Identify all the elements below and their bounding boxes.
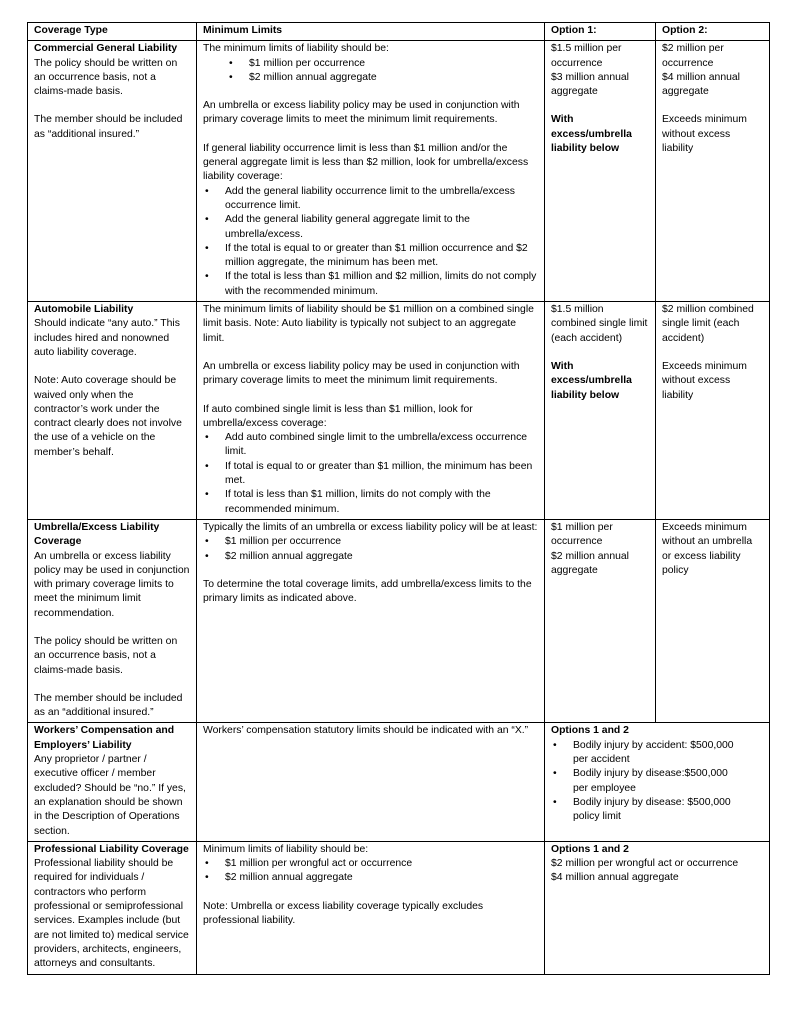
table-row — [28, 841, 770, 974]
list-item: • Add the general liability general aggregate limit to the umbrella/excess. — [203, 213, 538, 242]
limits-paragraph: An umbrella or excess liability policy may be used in conjunction with primary coverage limits to meet the minimum limit requirements. — [203, 100, 520, 126]
row-desc: Any proprietor / partner / executive officer / member excluded? Should be “no.” If yes, an explanation should be shown in the Description of Operations section. — [34, 754, 186, 837]
list-item: • If the total is equal to or greater than $1 million occurrence and $2 million aggregate, the minimum has been met. — [203, 242, 538, 271]
list-item: • Bodily injury by disease: $500,000 policy limit — [551, 796, 741, 825]
coverage-type-cell — [28, 723, 197, 841]
option-value: $4 million annual aggregate — [551, 872, 679, 884]
row-desc: Note: Auto coverage should be waived only when the contractor’s work under the contract clearly does not involve the use of a vehicle on the member’s behalf. — [34, 375, 182, 458]
limits-paragraph: If general liability occurrence limit is less than $1 million and/or the general aggregate limit is less than $2 million, look for umbrella/excess liability coverage: — [203, 142, 529, 183]
list-item: • $1 million per wrongful act or occurrence — [203, 857, 538, 871]
option-note: Exceeds minimum without excess liability — [662, 114, 747, 155]
option-2-cell — [656, 519, 770, 723]
header-coverage-type: Coverage Type — [28, 23, 197, 41]
limits-list — [203, 57, 538, 86]
list-item: • If total is equal to or greater than $1 million, the minimum has been met. — [203, 460, 538, 489]
row-title: Automobile Liability — [34, 304, 134, 316]
coverage-type-cell — [28, 41, 197, 302]
option-value: $3 million annual aggregate — [551, 71, 629, 98]
row-desc: Professional liability should be required for individuals / contractors who perform professional or semiprofessional services. Examples include (but are not limited to) medical service providers, architects, engineers, attorneys and consultants. — [34, 858, 189, 970]
option-1-cell — [545, 302, 656, 520]
option-note: Exceeds minimum without excess liability — [662, 360, 747, 401]
limits-intro: Workers’ compensation statutory limits should be indicated with an “X.” — [203, 725, 529, 737]
options-cell — [545, 841, 770, 974]
header-option-2: Option 2: — [656, 23, 770, 41]
list-item: • $2 million annual aggregate — [203, 71, 538, 85]
option-value: $2 million per occurrence — [662, 43, 724, 69]
header-row — [28, 23, 770, 41]
list-item: • Bodily injury by accident: $500,000 per accident — [551, 739, 741, 768]
limits-list — [203, 857, 538, 886]
row-title: Commercial General Liability — [34, 43, 178, 55]
option-1-cell — [545, 519, 656, 723]
limits-paragraph: If auto combined single limit is less than $1 million, look for umbrella/excess coverage: — [203, 403, 473, 429]
option-2-cell — [656, 302, 770, 520]
option-2-cell — [656, 41, 770, 302]
list-item: • $1 million per occurrence — [203, 535, 538, 549]
row-desc: Should indicate “any auto.” This includes hired and nonowned auto liability coverage. — [34, 318, 180, 358]
limits-list — [203, 535, 538, 564]
limits-intro: Minimum limits of liability should be: — [203, 843, 369, 855]
row-desc: An umbrella or excess liability policy may be used in conjunction with primary coverage limits to meet the minimum limit recommendation. — [34, 550, 190, 619]
header-option-1: Option 1: — [545, 23, 656, 41]
limits-paragraph: To determine the total coverage limits, add umbrella/excess limits to the primary limits as indicated above. — [203, 578, 532, 605]
coverage-table — [27, 22, 770, 975]
list-item: • Add the general liability occurrence limit to the umbrella/excess occurrence limit. — [203, 185, 538, 214]
steps-list — [203, 185, 538, 299]
minimum-limits-cell — [197, 723, 545, 841]
row-desc: The member should be included as “additional insured.” — [34, 114, 183, 140]
minimum-limits-cell — [197, 519, 545, 723]
list-item: • $2 million annual aggregate — [203, 550, 538, 564]
option-1-cell — [545, 41, 656, 302]
option-value: $4 million annual aggregate — [662, 71, 740, 98]
row-title: Umbrella/Excess Liability Coverage — [34, 521, 160, 548]
coverage-type-cell — [28, 519, 197, 723]
list-item: • If the total is less than $1 million and $2 million, limits do not comply with the recommended minimum. — [203, 270, 538, 299]
option-note: With excess/umbrella liability below — [551, 114, 632, 155]
row-desc: The policy should be written on an occurrence basis, not a claims-made basis. — [34, 57, 178, 98]
minimum-limits-cell — [197, 841, 545, 974]
options-list — [551, 739, 741, 825]
limits-intro: The minimum limits of liability should be: — [203, 43, 389, 55]
limits-intro: Typically the limits of an umbrella or excess liability policy will be at least: — [203, 521, 538, 533]
option-value: $1.5 million per occurrence — [551, 43, 622, 69]
table-row — [28, 41, 770, 302]
options-title: Options 1 and 2 — [551, 725, 629, 737]
list-item: • If total is less than $1 million, limits do not comply with the recommended minimum. — [203, 488, 538, 517]
row-title: Professional Liability Coverage — [34, 843, 189, 855]
coverage-type-cell — [28, 841, 197, 974]
list-item: • $2 million annual aggregate — [203, 871, 538, 885]
option-value: $2 million annual aggregate — [551, 550, 629, 576]
option-note: With excess/umbrella liability below — [551, 360, 632, 401]
list-item: • Bodily injury by disease:$500,000 per employee — [551, 767, 741, 796]
option-value: Exceeds minimum without an umbrella or excess liability policy — [662, 521, 753, 576]
minimum-limits-cell — [197, 302, 545, 520]
limits-paragraph: An umbrella or excess liability policy may be used in conjunction with primary coverage limits to meet the minimum limit requirements. — [203, 360, 520, 387]
option-value: $2 million per wrongful act or occurrence — [551, 858, 739, 870]
page — [27, 22, 769, 975]
option-value: $1.5 million combined single limit (each accident) — [551, 304, 648, 344]
option-value: $2 million combined single limit (each accident) — [662, 304, 754, 344]
table-row — [28, 723, 770, 841]
options-cell — [545, 723, 770, 841]
limits-intro: The minimum limits of liability should be $1 million on a combined single limit basis. Note: Auto liability is typically not subject to an aggregate limit. — [203, 304, 534, 344]
options-title: Options 1 and 2 — [551, 843, 629, 855]
header-minimum-limits: Minimum Limits — [197, 23, 545, 41]
limits-paragraph: Note: Umbrella or excess liability coverage typically excludes professional liability. — [203, 900, 484, 927]
list-item: • $1 million per occurrence — [203, 57, 538, 71]
table-row — [28, 519, 770, 723]
row-desc: The member should be included as an “additional insured.” — [34, 692, 183, 719]
row-desc: The policy should be written on an occurrence basis, not a claims-made basis. — [34, 635, 178, 676]
minimum-limits-cell — [197, 41, 545, 302]
row-title: Workers’ Compensation and Employers’ Liability — [34, 725, 175, 751]
list-item: • Add auto combined single limit to the umbrella/excess occurrence limit. — [203, 431, 538, 460]
table-row — [28, 302, 770, 520]
steps-list — [203, 431, 538, 517]
coverage-type-cell — [28, 302, 197, 520]
option-value: $1 million per occurrence — [551, 521, 613, 548]
